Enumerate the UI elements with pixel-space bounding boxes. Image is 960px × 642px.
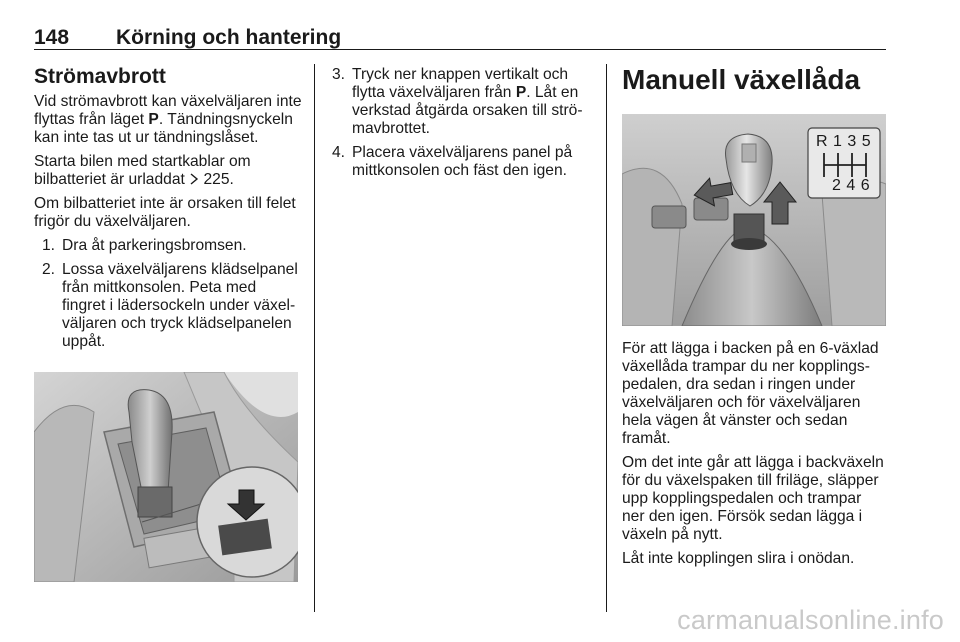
shift-pattern-gate-icon bbox=[808, 151, 880, 179]
page-reference-arrow-icon bbox=[189, 173, 199, 185]
paragraph-reverse-gear: För att lägga i backen på en 6-växlad växellåda trampar du ner kopplingspedalen, dra sedan i ringen under växelväljaren och för växelväljaren hela vägen åt vänster och sedan framåt. bbox=[622, 340, 879, 447]
shift-pattern-diagram bbox=[808, 131, 880, 201]
list-item: 4. Placera växelväljarens panel på mittkonsolen och fäst den igen. bbox=[332, 144, 573, 179]
right-column bbox=[622, 64, 888, 96]
list-item: 1. Dra åt parkeringsbromsen. bbox=[42, 237, 247, 254]
header-divider bbox=[34, 49, 886, 50]
page-number: 148 bbox=[34, 26, 70, 49]
middle-column bbox=[332, 66, 594, 186]
selector-lever-panel-illustration bbox=[34, 372, 298, 582]
paragraph-power-failure: Vid strömavbrott kan växelväljaren inte flyttas från läget P. Tändningsnyckeln kan inte tas ut ur tändningslåset. bbox=[34, 93, 302, 146]
right-column-text bbox=[622, 340, 888, 574]
paragraph-clutch: Låt inte kopplingen slira i onödan. bbox=[622, 550, 855, 567]
column-divider-left bbox=[314, 64, 315, 612]
left-column bbox=[34, 64, 302, 357]
paragraph-jump-start: Starta bilen med startkablar om bilbatteriet är urladdat 225. bbox=[34, 153, 251, 188]
paragraph-release: Om bilbatteriet inte är orsaken till felet frigör du växelväljaren. bbox=[34, 195, 296, 230]
list-item: 2. Lossa växelväljarens klädselpanel från mittkonsolen. Peta med fingret i lädersockeln under växelväljaren och tryck klädselpanelen uppåt. bbox=[42, 261, 298, 350]
step-list-2 bbox=[332, 66, 594, 180]
shift-pattern-top-gears: R 1 3 5 bbox=[816, 133, 872, 150]
section-heading-manual-gearbox: Manuell växellåda bbox=[622, 64, 861, 95]
watermark-text: carmanualsonline.info bbox=[677, 605, 944, 635]
list-item: 3. Tryck ner knappen vertikalt och flytta växelväljaren från P. Låt en verkstad åtgärda orsaken till strömavbrottet. bbox=[332, 66, 583, 137]
shift-pattern-bottom-gears: 2 4 6 bbox=[832, 177, 871, 194]
section-heading-power-failure: Strömavbrott bbox=[34, 65, 166, 88]
paragraph-reverse-retry: Om det inte går att lägga i backväxeln för du växelspaken till friläge, släpper upp kopplingspedalen och trampar ner den igen. Försök sedan lägga i växeln på nytt. bbox=[622, 454, 884, 543]
column-divider-right bbox=[606, 64, 607, 612]
chapter-title: Körning och hantering bbox=[116, 26, 342, 49]
page-header bbox=[34, 14, 886, 50]
step-list-1 bbox=[34, 237, 302, 351]
